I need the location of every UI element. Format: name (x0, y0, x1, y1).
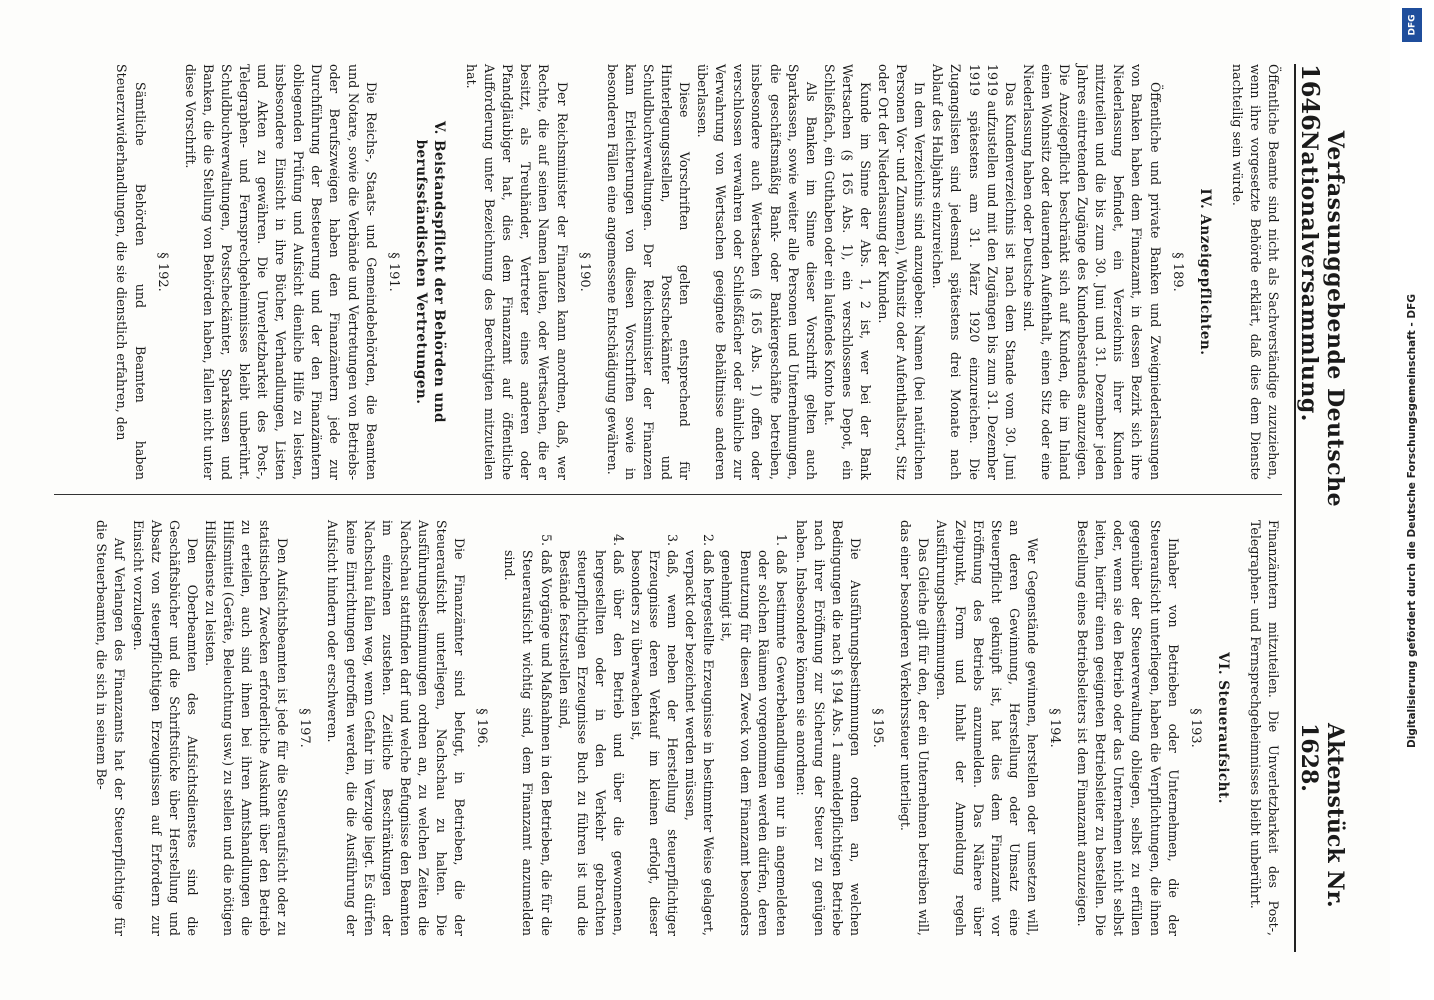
document-number: Aktenstück Nr. 1628. (1296, 723, 1348, 908)
paragraph: Auf Verlangen des Finanzamts hat der Steuerpflichtige für die Steuerbeamten, die sich in seinem Be- (94, 520, 128, 936)
chapter-heading: V. Beistandspflicht der Behörden und berufsständischen Vertretungen. (412, 121, 447, 423)
page-title: Verfassunggebende Deutsche Nationalversammlung. (1296, 130, 1348, 508)
column-divider (54, 494, 1282, 495)
paragraph: Die Finanzämter sind befugt, in Betrieben, die der Steueraufsicht unterliegen, Nachschau zu halten. Die Ausführungsbestimmungen ordnen an, zu welchen Zeiten die Nachschau stattfinden darf und welche Befugnisse den Beamten im einzelnen zustehen. Zeitliche Beschränkungen der Nachschau fallen weg, wenn Gefahr im Verzuge liegt. Es dürfen keine Einrichtungen getroffen werden, die die Ausführung der Aufsicht hindern oder erschweren. (325, 520, 468, 936)
paragraph: Kunde im Sinne der Abs. 1, 2 ist, wer bei der Bank Wertsachen (§ 165 Abs. 1), ein verschlossenes Depot, ein Schließfach, ein Guthaben oder ein laufendes Konto hat. (821, 64, 874, 480)
paragraph: Öffentliche Beamte sind nicht als Sachverständige zuzuziehen, wenn ihre vorgesetzte Behörde erklärt, daß dies dem Dienste nachteilig sein würde. (1229, 64, 1281, 480)
section-number: § 190. (576, 252, 592, 292)
chapter-heading: VI. Steueraufsicht. (1214, 652, 1231, 804)
section-number: § 192. (154, 252, 170, 292)
section-number: § 194. (1047, 708, 1063, 748)
list-item: 4. daß über den Betrieb und über die gewonnenen, hergestellten oder in den Verkehr gebrachten steuerpflichtigen Erzeugnisse Buch zu führen ist und die Bestände festzustellen sind, (555, 550, 627, 936)
paragraph: Inhaber von Betrieben oder Unternehmen, die der Steueraufsicht unterliegen, haben die Verpflichtungen, die ihnen gegenüber der Steuerverwaltung obliegen, selbst zu erfüllen oder, wenn sie den Betrieb oder das Unternehmen nicht selbst leiten, hierfür einen geeigneten Betriebsleiter zu bestellen. Die Bestellung eines Betriebsleiters ist dem Finanzamt anzuzeigen. (1075, 520, 1181, 936)
paragraph: Finanzämtern mitzuteilen. Die Unverletzbarkeit des Post-, Telegraphen- und Fernsprechgeheimnisses bleibt unberührt. (1247, 520, 1281, 936)
section-number: § 196. (474, 708, 490, 748)
list-item: 2. daß hergestellte Erzeugnisse in bestimmter Weise gelagert, verpackt oder bezeichnet werden müssen, (681, 550, 717, 936)
section-number: § 195. (870, 708, 886, 748)
digitization-sidebar (1400, 8, 1424, 988)
section-number: § 189. (1169, 252, 1185, 292)
list-item: 5. daß Vorgänge und Maßnahmen in den Betrieben, die für die Steueraufsicht wichtig sind, dem Finanzamt anzumelden sind. (500, 550, 554, 936)
section-number: § 197. (297, 708, 313, 748)
paragraph: Die Reichs-, Staats- und Gemeindebehörden, die Beamten und Notare, sowie die Verbände und Vertretungen von Betriebs- oder Berufszweigen haben den Finanzämtern jede zur Durchführung der Besteuerung und der den Finanzämtern obliegenden Prüfung und Aufsicht dienliche Hilfe zu leisten, insbesondere Einsicht in ihre Bücher, Verhandlungen, Listen und Akten zu gewähren. Die Unverletzbarkeit des Post-, Telegraphen- und Fernsprechgeheimnisses bleibt unberührt. Schuldbuchverwaltungen, Postscheckämter, Sparkassen und Banken, die die Stellung von Behörden haben, fallen nicht unter diese Vorschrift. (182, 64, 379, 480)
paragraph: Als Banken im Sinne dieser Vorschrift gelten auch Sparkassen, sowie weiter alle Personen und Unternehmungen, die geschäftsmäßig Bank- oder Bankiergeschäfte betreiben, insbesondere auch Wertsachen (§ 165 Abs. 1) offen oder verschlossen verwahren oder Schließfächer oder ähnliche zur Verwahrung von Wertsachen geeignete Behältnisse anderen überlassen. (695, 64, 819, 480)
paragraph: Sämtliche Behörden und Beamten haben Steuerzuwiderhandlungen, die sie dienstlich erfahren, den (114, 64, 148, 480)
section-number: § 193. (1187, 708, 1203, 748)
paragraph: Wer Gegenstände gewinnen, herstellen oder umsetzen will, an deren Gewinnung, Herstellung oder Umsatz eine Steuerpflicht geknüpft ist, hat dies dem Finanzamt vor Eröffnung des Betriebs anzumelden. Das Nähere über Zeitpunkt, Form und Inhalt der Anmeldung regeln Ausführungsbestimmungen. (934, 520, 1040, 936)
page-header (1294, 64, 1348, 952)
left-column (112, 64, 1282, 480)
paragraph: Den Aufsichtsbeamten ist jede für die Steueraufsicht oder zu statistischen Zwecken erforderliche Auskunft über den Betrieb zu erteilen, auch sind ihnen bei ihren Amtshandlungen die Hilfsmittel (Geräte, Beleuchtung usw.) zu stellen und die nötigen Hilfsdienste zu leisten. (202, 520, 291, 936)
paragraph: Den Oberbeamten des Aufsichtsdienstes sind die Geschäftsbücher und die Schriftstücke über Herstellung und Absatz von steuerpflichtigen Erzeugnissen auf Erfordern zur Einsicht vorzulegen. (130, 520, 200, 936)
paragraph: Der Reichsminister der Finanzen kann anordnen, daß, wer Rechte, die auf seinen Namen lauten, oder Wertsachen, die er besitzt, als Treuhänder, Vertreter eines anderen oder Pfandgläubiger hat, dies dem Finanzamt auf öffentliche Aufforderung unter Bezeichnung des Berechtigten mitzuteilen hat. (464, 64, 570, 480)
page-number: 1646 (1296, 64, 1325, 131)
list-item: 3. daß, wenn neben der Herstellung steuerpflichtiger Erzeugnisse deren Verkauf im kleinen erfolgt, dieser besonders zu überwachen ist, (627, 550, 681, 936)
chapter-heading: IV. Anzeigepflichten. (1196, 188, 1213, 356)
funding-note: Digitalisierung gefördert durch die Deutsche Forschungsgemeinschaft - DFG (1406, 294, 1418, 748)
right-column (92, 520, 1282, 936)
paragraph: In dem Verzeichnis sind anzugeben: Namen (bei natürlichen Personen Vor- und Zunamen), Wohnsitz oder Aufenthaltsort, Sitz oder Ort der Niederlassung der Kunden. (876, 64, 928, 480)
paragraph: Öffentliche und private Banken und Zweigniederlassungen von Banken haben dem Finanzamt, in dessen Bezirk sich ihre Niederlassung befindet, ein Verzeichnis ihrer Kunden mitzuteilen und die bis zum 30. Juni und 31. Dezember jeden Jahres eintretenden Zugänge des Kundenbestandes anzuzeigen. Die Anzeigepflicht beschränkt sich auf Kunden, die im Inland einen Wohnsitz oder dauernden Aufenthalt, einen Sitz oder eine Niederlassung haben oder Deutsche sind. (1020, 64, 1163, 480)
list-item: 1. daß bestimmte Gewerbehandlungen nur in angemeldeten oder solchen Räumen vorgenommen werden dürfen, deren Benutzung für diesen Zweck von dem Finanzamt besonders genehmigt ist, (717, 550, 789, 936)
section-number: § 191. (385, 252, 401, 292)
dfg-logo-icon: DFG (1402, 8, 1422, 42)
paragraph: Die Ausführungsbestimmungen ordnen an, welchen Bedingungen die nach § 194 Abs. 1 anmeldepflichtigen Betriebe nach ihrer Eröffnung zur Sicherung der Steuer zu genügen haben. Insbesondere können sie anordnen: (793, 520, 864, 936)
enumerated-list (500, 520, 790, 936)
paragraph: Das Gleiche gilt für den, der ein Unternehmen betreiben will, das einer besonderen Verkehrssteuer unterliegt. (898, 520, 932, 936)
paragraph: Das Kundenverzeichnis ist nach dem Stande vom 30. Juni 1919 aufzustellen und mit den Zugängen bis zum 31. Dezember 1919 spätestens am 31. März 1920 einzureichen. Die Zugangslisten sind jedesmal spätestens drei Monate nach Ablauf des Halbjahrs einzureichen. (930, 64, 1018, 480)
paragraph: Diese Vorschriften gelten entsprechend für Hinterlegungsstellen, Postscheckämter und Schuldbuchverwaltungen. Der Reichsminister der Finanzen kann Erleichterungen von diesen Vorschriften sowie in besonderen Fällen eine angemessene Entschädigung gewähren. (604, 64, 693, 480)
